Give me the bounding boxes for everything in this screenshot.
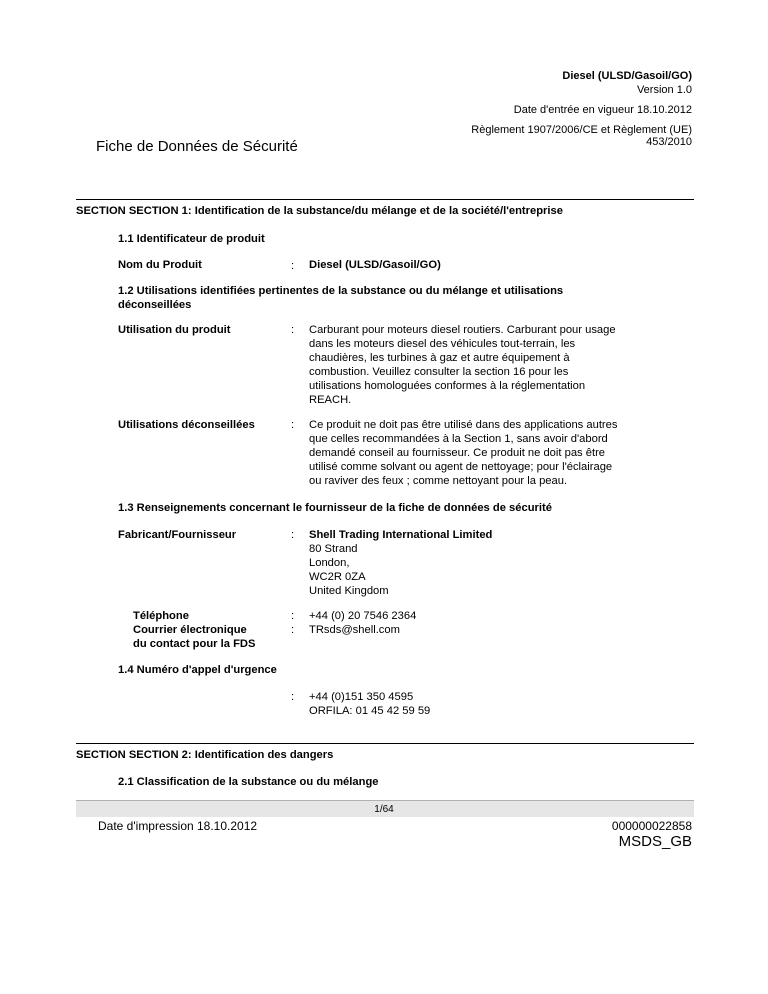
address-line: London, (309, 557, 350, 569)
version: Version 1.0 (636, 84, 692, 96)
text-line: demandé conseil au fournisseur. Ce produit ne doit pas être (309, 447, 606, 459)
supplier-value (309, 528, 689, 598)
section2-title: SECTION SECTION 2: Identification des dangers (76, 749, 334, 761)
effective-date: Date d'entrée en vigueur 18.10.2012 (513, 104, 692, 116)
text-line: combustion. Veuillez consulter la section 16 pour les (309, 366, 569, 378)
document-number: 000000022858 (611, 819, 692, 833)
text-line: REACH. (309, 394, 352, 406)
advised-against-value (309, 418, 689, 488)
product-use-value (309, 323, 689, 407)
subsection-1-3-heading: 1.3 Renseignements concernant le fournisseur de la fiche de données de sécurité (118, 502, 552, 514)
phone-label: Téléphone (133, 610, 189, 622)
heading-line: déconseillées (118, 299, 192, 311)
subsection-1-1-heading: 1.1 Identificateur de produit (118, 233, 265, 245)
subsection-1-2-heading (118, 284, 678, 312)
phone-line: ORFILA: 01 45 42 59 59 (309, 705, 431, 717)
text-line: chaudières, les turbines à gaz et autre équipement à (309, 352, 570, 364)
colon: : (291, 691, 295, 703)
section-divider (76, 199, 694, 200)
text-line: dans les moteurs diesel des véhicules tout-terrain, les (309, 338, 576, 350)
document-title: Fiche de Données de Sécurité (96, 138, 298, 155)
print-date: Date d'impression 18.10.2012 (98, 819, 258, 833)
supplier-name: Shell Trading International Limited (309, 529, 493, 541)
address-line: United Kingdom (309, 585, 389, 597)
product-title: Diesel (ULSD/Gasoil/GO) (562, 70, 692, 82)
text-line: utilisations homologuées conformes à la réglementation (309, 380, 586, 392)
colon: : (291, 624, 295, 636)
product-use-label: Utilisation du produit (118, 324, 231, 336)
product-name-value: Diesel (ULSD/Gasoil/GO) (309, 259, 441, 271)
product-name-label: Nom du Produit (118, 259, 202, 271)
label-line: du contact pour la FDS (133, 638, 256, 650)
colon: : (291, 419, 295, 431)
address-line: 80 Strand (309, 543, 358, 555)
regulation-line2: 453/2010 (646, 136, 692, 148)
colon: : (291, 610, 295, 622)
text-line: que celles recommandées à la Section 1, sans avoir d'abord (309, 433, 608, 445)
page-number: 1/64 (374, 804, 394, 815)
document-code: MSDS_GB (618, 833, 692, 850)
email-value: TRsds@shell.com (309, 624, 400, 636)
section1-title: SECTION SECTION 1: Identification de la substance/du mélange et de la société/l'entreprise (76, 205, 563, 217)
advised-against-label: Utilisations déconseillées (118, 419, 255, 431)
emergency-value (309, 690, 689, 718)
email-label (133, 623, 255, 651)
supplier-label: Fabricant/Fournisseur (118, 529, 237, 541)
address-line: WC2R 0ZA (309, 571, 366, 583)
subsection-1-4-heading: 1.4 Numéro d'appel d'urgence (118, 664, 277, 676)
regulation-line1: Règlement 1907/2006/CE et Règlement (UE) (471, 124, 692, 136)
colon: : (291, 324, 295, 336)
section-divider (76, 743, 694, 744)
text-line: utilisé comme solvant ou agent de nettoyage; pour l'éclairage (309, 461, 613, 473)
label-line: Courrier électronique (133, 624, 247, 636)
phone-line: +44 (0)151 350 4595 (309, 691, 414, 703)
text-line: ou raviver des feux ; comme nettoyant pour la peau. (309, 475, 568, 487)
text-line: Ce produit ne doit pas être utilisé dans des applications autres (309, 419, 618, 431)
phone-value: +44 (0) 20 7546 2364 (309, 610, 417, 622)
colon: : (291, 529, 295, 541)
text-line: Carburant pour moteurs diesel routiers. Carburant pour usage (309, 324, 616, 336)
heading-line: 1.2 Utilisations identifiées pertinentes de la substance ou du mélange et utilisations (118, 285, 564, 297)
colon: : (291, 260, 295, 272)
subsection-2-1-heading: 2.1 Classification de la substance ou du mélange (118, 776, 379, 788)
